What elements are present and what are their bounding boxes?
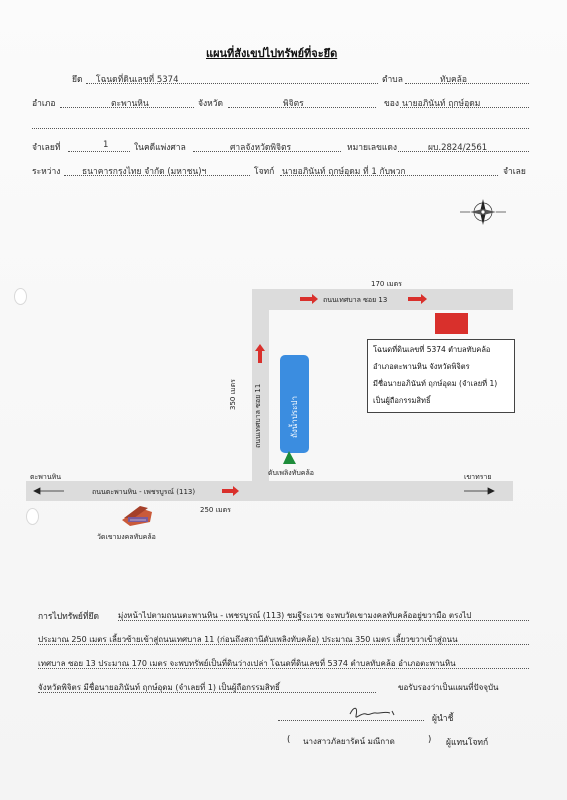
bottom-distance: 250 เมตร: [200, 506, 231, 514]
top-road-label: ถนนเทศบาล ซอย 13: [323, 296, 388, 304]
directions-underline-3: [38, 668, 529, 669]
property-info-box: [367, 339, 515, 413]
right-destination: เขาทราย: [464, 473, 492, 481]
directions-label: การไปทรัพย์ที่ยึด: [38, 612, 100, 622]
tambon-value: ทับคล้อ: [440, 75, 467, 85]
signer-role: ผู้แทนโจทก์: [446, 738, 489, 748]
province-value: พิจิตร: [283, 99, 304, 109]
owner-value: นายอภินันท์ ฤกษ์อุดม: [402, 99, 481, 109]
plaintiff-label: โจทก์: [254, 167, 275, 177]
water-tank-label: ถังน้ำประปา: [290, 396, 299, 438]
guide-label: ผู้นำชี้: [432, 714, 454, 724]
temple-label: วัดเขามงคลทับคล้อ: [97, 533, 156, 541]
case-label: ในคดีแพ่งศาล: [134, 143, 186, 153]
item-no-value: 1: [103, 140, 109, 150]
info-line-4: เป็นผู้ถือกรรมสิทธิ์: [373, 396, 431, 405]
directions-underline-2: [38, 644, 529, 645]
fire-station-label: ดับเพลิงทับคล้อ: [268, 469, 314, 477]
defendant-label: จำเลย: [503, 167, 526, 177]
court-value: ศาลจังหวัดพิจิตร: [230, 143, 292, 153]
directions-line-2: ประมาณ 250 เมตร เลี้ยวซ้ายเข้าสู่ถนนเทศบาล 11 (ก่อนถึงสถานีดับเพลิงทับคล้อ) ประมาณ 350 เมตร เลี้ยวขวาเข้าสู่ถนน: [38, 635, 458, 644]
seize-label: ยึด: [72, 75, 83, 85]
close-paren: ): [428, 735, 432, 745]
owner-label: ของ: [384, 99, 400, 109]
signature-line: [278, 720, 424, 721]
amphoe-value: ตะพานหิน: [111, 99, 149, 109]
red-case-value: ผบ.2824/2561: [428, 143, 488, 153]
directions-line-1: มุ่งหน้าไปตามถนนตะพานหิน - เพชรบูรณ์ (113) ชมฐีระเวช จะพบวัดเขามงคลทับคล้ออยู่ขวามือ ตรงไป: [118, 611, 472, 620]
directions-underline-1: [118, 620, 529, 621]
info-line-3: มีชื่อนายอภินันท์ ฤกษ์อุดม (จำเลยที่ 1): [373, 379, 498, 388]
info-line-1: โฉนดที่ดินเลขที่ 5374 ตำบลทับคล้อ: [373, 345, 491, 354]
amphoe-label: อำเภอ: [32, 99, 56, 109]
vertical-road-label: ถนนเทศบาล ซอย 11: [254, 383, 262, 448]
red-case-label: หมายเลขแดง: [347, 143, 398, 153]
vertical-distance: 350 เมตร: [229, 379, 237, 410]
info-line-2: อำเภอตะพานหิน จังหวัดพิจิตร: [373, 362, 470, 371]
page-title: แผนที่สังเขปไปทรัพย์ที่จะยึด: [206, 47, 338, 60]
defendant-value: นายอภินันท์ ฤกษ์อุดม ที่ 1 กับพวก: [282, 167, 406, 177]
top-distance: 170 เมตร: [371, 280, 402, 288]
province-label: จังหวัด: [198, 99, 224, 109]
directions-line-3: เทศบาล ซอย 13 ประมาณ 170 เมตร จะพบทรัพย์เป็นที่ดินว่างเปล่า โฉนดที่ดินเลขที่ 5374 ตำบลทับคล้อ อำเภอตะพานหิน: [38, 659, 456, 668]
deed-value: โฉนดที่ดินเลขที่ 5374: [96, 75, 179, 85]
directions-line-4: จังหวัดพิจิตร มีชื่อนายอภินันท์ ฤกษ์อุดม (จำเลยที่ 1) เป็นผู้ถือกรรมสิทธิ์: [38, 683, 280, 692]
temple-icon: [122, 506, 152, 526]
between-label: ระหว่าง: [32, 167, 61, 177]
item-no-label: จำเลยที่: [32, 143, 61, 153]
plaintiff-value: ธนาคารกรุงไทย จำกัด (มหาชน)ฯ: [82, 167, 207, 177]
directions-underline-4: [38, 692, 376, 693]
main-road-label: ถนนตะพานหิน - เพชรบูรณ์ (113): [92, 488, 196, 496]
signer-name: นางสาวภัลยารัตน์ มณีกาด: [303, 737, 395, 746]
tambon-label: ตำบล: [382, 75, 403, 85]
certify-text: ขอรับรองว่าเป็นแผนที่ปัจจุบัน: [398, 683, 499, 692]
left-destination: ตะพานหิน: [30, 473, 62, 481]
open-paren: (: [287, 735, 291, 745]
property-marker: [435, 313, 468, 334]
